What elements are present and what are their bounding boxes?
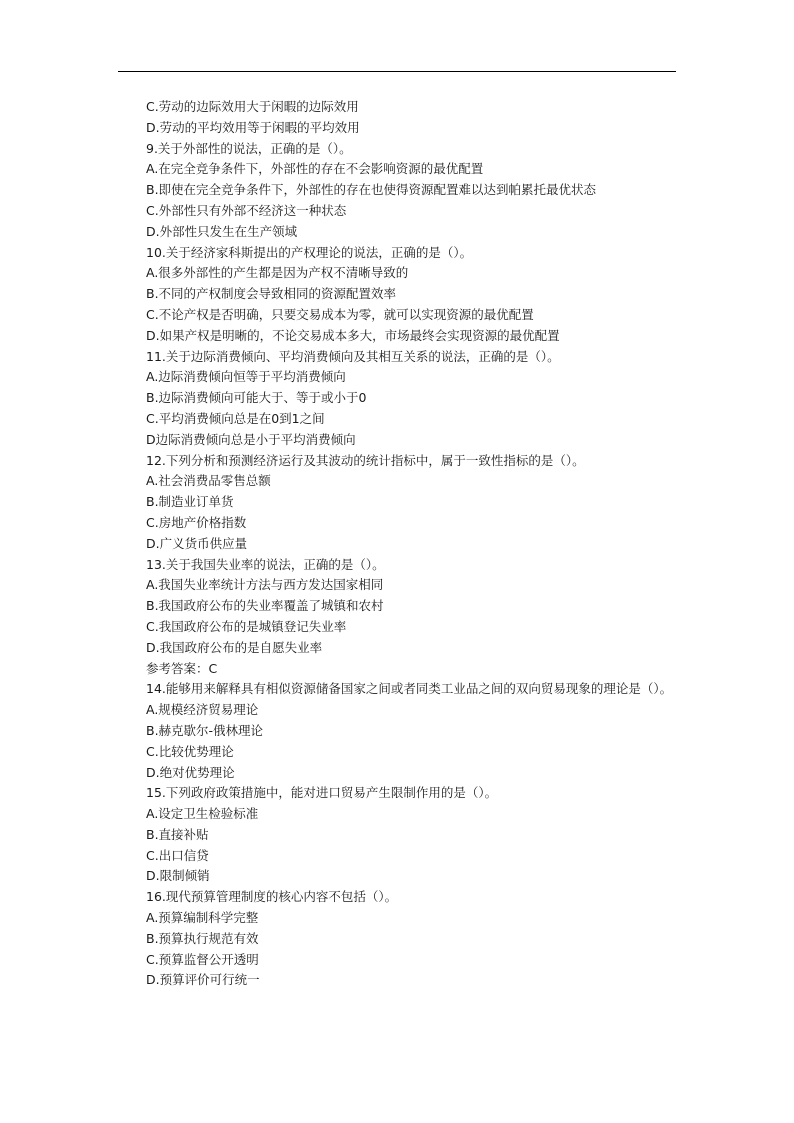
option-c: C.房地产价格指数 (146, 514, 247, 530)
option-a: A.设定卫生检验标准 (146, 806, 259, 822)
option-c: C.不论产权是否明确，只要交易成本为零，就可以实现资源的最优配置 (146, 306, 534, 322)
option-b: B.预算执行规范有效 (146, 930, 259, 946)
option-a: A.在完全竞争条件下，外部性的存在不会影响资源的最优配置 (146, 161, 484, 177)
option-b: B.即使在完全竞争条件下，外部性的存在也使得资源配置难以达到帕累托最优状态 (146, 182, 597, 198)
question-12: 12.下列分析和预测经济运行及其波动的统计指标中，属于一致性指标的是（）。 (146, 452, 585, 468)
option-a: A.社会消费品零售总额 (146, 473, 271, 489)
option-b: B.制造业订单货 (146, 494, 234, 510)
option-d: D边际消费倾向总是小于平均消费倾向 (146, 431, 356, 447)
answer-reference: 参考答案：C (146, 660, 218, 676)
option-d: D.绝对优势理论 (146, 764, 235, 780)
question-10: 10.关于经济家科斯提出的产权理论的说法，正确的是（）。 (146, 244, 473, 260)
option-c: C.我国政府公布的是城镇登记失业率 (146, 618, 347, 634)
option-d: D.限制倾销 (146, 868, 210, 884)
option-b: B.我国政府公布的失业率覆盖了城镇和农村 (146, 598, 384, 614)
text-line: D.劳动的平均效用等于闲暇的平均效用 (146, 119, 360, 135)
question-9: 9.关于外部性的说法，正确的是（）。 (146, 140, 352, 156)
option-d: D.外部性只发生在生产领域 (146, 223, 298, 239)
option-b: B.不同的产权制度会导致相同的资源配置效率 (146, 286, 397, 302)
option-b: B.边际消费倾向可能大于、等于或小于0 (146, 390, 367, 406)
option-b: B.直接补贴 (146, 826, 209, 842)
option-d: D.广义货币供应量 (146, 535, 248, 551)
question-14: 14.能够用来解释具有相似资源储备国家之间或者同类工业品之间的双向贸易现象的理论是（）。 (146, 681, 673, 697)
text-line: C.劳动的边际效用大于闲暇的边际效用 (146, 99, 359, 114)
option-a: A.很多外部性的产生都是因为产权不清晰导致的 (146, 265, 409, 281)
question-11: 11.关于边际消费倾向、平均消费倾向及其相互关系的说法，正确的是（）。 (146, 348, 560, 364)
option-d: D.我国政府公布的是自愿失业率 (146, 639, 323, 655)
option-c: C.外部性只有外部不经济这一种状态 (146, 202, 347, 218)
option-c: C.出口信贷 (146, 847, 209, 863)
option-a: A.规模经济贸易理论 (146, 702, 259, 718)
option-a: A.我国失业率统计方法与西方发达国家相同 (146, 577, 384, 593)
option-c: C.平均消费倾向总是在0到1之间 (146, 410, 325, 426)
option-c: C.比较优势理论 (146, 743, 234, 759)
header-rule (118, 71, 676, 72)
option-b: B.赫克歇尔-俄林理论 (146, 722, 264, 738)
option-d: D.如果产权是明晰的，不论交易成本多大，市场最终会实现资源的最优配置 (146, 327, 560, 343)
question-15: 15.下列政府政策措施中，能对进口贸易产生限制作用的是（）。 (146, 785, 498, 801)
option-a: A.预算编制科学完整 (146, 910, 259, 926)
question-16: 16.现代预算管理制度的核心内容不包括（）。 (146, 889, 398, 905)
question-text (118, 97, 678, 991)
option-d: D.预算评价可行统一 (146, 972, 260, 988)
option-c: C.预算监督公开透明 (146, 951, 259, 967)
option-a: A.边际消费倾向恒等于平均消费倾向 (146, 369, 346, 385)
question-13: 13.关于我国失业率的说法，正确的是（）。 (146, 556, 385, 572)
